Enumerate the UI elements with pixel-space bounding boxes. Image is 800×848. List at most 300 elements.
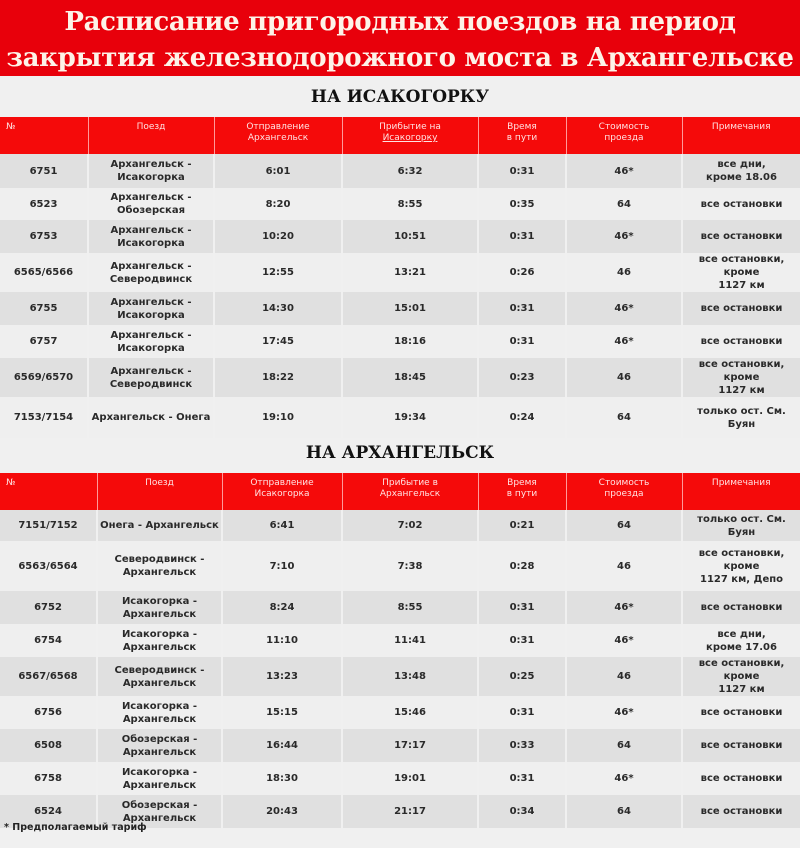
cell-departure-line1: 16:44 — [266, 740, 298, 751]
cell-arrival — [342, 729, 478, 762]
cell-fare — [566, 253, 682, 292]
cell-number — [0, 510, 97, 541]
cell-departure — [214, 220, 342, 253]
cell-number-line1: 6563/6564 — [18, 560, 78, 572]
cell-departure — [214, 188, 342, 220]
cell-notes — [682, 624, 800, 657]
cell-departure — [222, 510, 342, 541]
header-departure-line1: Отправление — [246, 122, 310, 132]
cell-departure — [214, 253, 342, 292]
cell-travel-time-line1: 0:33 — [509, 740, 535, 751]
cell-number — [0, 358, 88, 397]
cell-notes — [682, 325, 800, 358]
header-fare-line1: Стоимость — [598, 478, 650, 488]
cell-travel-time-line1: 0:31 — [509, 635, 535, 646]
cell-train — [97, 762, 222, 795]
header-departure-line2: Исакогорка — [254, 489, 310, 499]
table-row — [0, 591, 800, 624]
cell-notes-line1: все остановки — [700, 773, 783, 784]
cell-fare — [566, 154, 682, 188]
cell-travel-time-line1: 0:31 — [509, 165, 535, 177]
header-travel-line2: в пути — [506, 489, 538, 499]
cell-travel-time — [478, 510, 566, 541]
cell-departure-line1: 6:01 — [265, 165, 291, 177]
cell-notes-line2: 1127 км, Депо — [699, 573, 784, 585]
cell-fare — [566, 220, 682, 253]
table-row — [0, 624, 800, 657]
cell-number — [0, 325, 88, 358]
cell-travel-time — [478, 696, 566, 729]
cell-travel-time-line1: 0:31 — [509, 773, 535, 784]
cell-train — [88, 358, 214, 397]
cell-notes-line2: 1127 км — [718, 385, 765, 396]
cell-fare — [566, 325, 682, 358]
cell-arrival-line1: 10:51 — [394, 231, 426, 242]
cell-train — [88, 154, 214, 188]
cell-number — [0, 397, 88, 438]
cell-departure — [222, 657, 342, 696]
cell-number — [0, 657, 97, 696]
cell-number-line1: 6757 — [29, 336, 58, 347]
cell-number-line1: 6569/6570 — [13, 372, 74, 383]
cell-departure — [222, 624, 342, 657]
cell-departure — [222, 795, 342, 828]
cell-travel-time-line1: 0:31 — [509, 303, 535, 314]
cell-fare-line1: 46* — [614, 773, 634, 784]
cell-fare — [566, 358, 682, 397]
header-train-label: Поезд — [145, 478, 174, 488]
cell-fare-line1: 46* — [614, 231, 634, 242]
cell-train — [88, 220, 214, 253]
cell-notes — [682, 253, 800, 292]
cell-train — [97, 657, 222, 696]
cell-arrival-line1: 18:45 — [394, 372, 426, 383]
cell-arrival-line1: 8:55 — [397, 602, 423, 613]
header-arrival — [342, 117, 478, 154]
cell-arrival — [342, 657, 478, 696]
cell-arrival-line1: 19:01 — [394, 773, 426, 784]
cell-arrival — [342, 591, 478, 624]
cell-travel-time-line1: 0:31 — [509, 231, 535, 242]
header-notes — [682, 473, 800, 510]
cell-arrival-line1: 15:46 — [394, 707, 426, 718]
cell-train-line1: Северодвинск - — [114, 554, 205, 565]
cell-notes-line2: 1127 км — [718, 280, 765, 291]
header-departure-line1: Отправление — [250, 478, 314, 488]
cell-departure-line1: 14:30 — [262, 303, 294, 314]
cell-fare-line1: 46* — [614, 336, 634, 347]
header-notes-label: Примечания — [711, 122, 771, 132]
cell-arrival-line1: 18:16 — [394, 336, 426, 347]
cell-number-line1: 6756 — [34, 707, 62, 718]
cell-fare — [566, 729, 682, 762]
cell-train-line2: Архангельск — [122, 608, 197, 620]
header-travel-line1: Время — [507, 122, 537, 132]
cell-train-line1: Архангельск - — [110, 296, 192, 308]
cell-number — [0, 154, 88, 188]
cell-departure-line1: 10:20 — [262, 231, 294, 242]
cell-number — [0, 762, 97, 795]
header-fare — [566, 117, 682, 154]
cell-notes-line2: Буян — [727, 418, 756, 430]
cell-departure — [222, 696, 342, 729]
cell-train-line2: Северодвинск — [109, 378, 193, 390]
cell-number-line1: 6758 — [34, 773, 62, 784]
cell-departure-line1: 18:22 — [262, 372, 294, 383]
cell-train-line2: Архангельск — [122, 746, 197, 758]
cell-arrival-line1: 21:17 — [394, 806, 426, 817]
header-arrival-line1: Прибытие на — [379, 122, 441, 132]
cell-travel-time — [478, 358, 566, 397]
cell-departure-line1: 6:41 — [269, 520, 295, 531]
cell-arrival — [342, 220, 478, 253]
cell-train-line2: Архангельск — [122, 677, 197, 689]
cell-number-line1: 7153/7154 — [13, 412, 74, 423]
table-row — [0, 325, 800, 358]
cell-number-line1: 6567/6568 — [18, 671, 78, 682]
cell-departure-line1: 8:20 — [265, 198, 291, 210]
header-travel-line2: в пути — [506, 133, 538, 143]
cell-travel-time — [478, 325, 566, 358]
cell-number-line1: 6752 — [34, 602, 62, 613]
cell-travel-time-line1: 0:26 — [509, 267, 535, 278]
cell-arrival — [342, 154, 478, 188]
cell-notes-line1: все остановки, кроме — [698, 547, 785, 572]
cell-train — [88, 253, 214, 292]
cell-train-line1: Архангельск - — [110, 192, 192, 203]
cell-train-line1: Исакогорка - — [121, 628, 198, 640]
cell-notes — [682, 358, 800, 397]
cell-arrival — [342, 292, 478, 325]
cell-number-line1: 6524 — [34, 806, 62, 817]
header-fare-line2: проезда — [604, 133, 644, 143]
cell-notes-line1: все остановки — [700, 198, 783, 210]
cell-train — [88, 188, 214, 220]
title-line-1: Расписание пригородных поездов на период — [64, 7, 736, 37]
cell-fare — [566, 510, 682, 541]
cell-departure-line1: 12:55 — [262, 267, 294, 278]
cell-travel-time-line1: 0:31 — [509, 707, 535, 718]
header-departure — [222, 473, 342, 510]
cell-travel-time — [478, 657, 566, 696]
cell-arrival — [342, 541, 478, 591]
header-number-label: № — [6, 122, 16, 132]
cell-notes-line1: только ост. См. Буян — [697, 513, 786, 538]
cell-train — [88, 325, 214, 358]
cell-train-line1: Обозерская - — [121, 799, 198, 811]
cell-notes-line1: все остановки — [700, 231, 783, 242]
cell-notes — [682, 188, 800, 220]
cell-departure — [222, 729, 342, 762]
cell-notes — [682, 397, 800, 438]
cell-arrival — [342, 188, 478, 220]
cell-travel-time — [478, 624, 566, 657]
cell-travel-time — [478, 541, 566, 591]
cell-notes — [682, 696, 800, 729]
cell-train-line2: Архангельск — [122, 713, 197, 725]
table-row — [0, 397, 800, 438]
cell-fare — [566, 541, 682, 591]
cell-arrival-line1: 8:55 — [397, 198, 423, 210]
cell-train-line2: Северодвинск — [109, 273, 193, 285]
cell-notes-line1: все остановки — [700, 806, 783, 817]
cell-fare-line1: 64 — [617, 520, 631, 531]
cell-fare-line1: 46* — [614, 303, 634, 314]
cell-departure-line1: 8:24 — [269, 602, 295, 613]
cell-train — [97, 591, 222, 624]
header-arrival-line2: Исакогорку — [382, 133, 438, 143]
cell-departure-line1: 11:10 — [266, 635, 298, 646]
cell-train — [97, 541, 222, 591]
cell-number — [0, 188, 88, 220]
cell-train-line1: Онега - Архангельск — [100, 520, 219, 531]
cell-notes-line1: все остановки — [700, 336, 783, 347]
header-travel-time — [478, 117, 566, 154]
cell-travel-time — [478, 591, 566, 624]
cell-fare — [566, 696, 682, 729]
cell-fare-line1: 46 — [617, 372, 631, 383]
header-arrival-line1: Прибытие в — [382, 478, 438, 488]
cell-notes — [682, 762, 800, 795]
cell-train-line2: Исакогорка — [117, 237, 185, 249]
cell-notes-line2: кроме 17.06 — [706, 641, 777, 653]
cell-travel-time — [478, 253, 566, 292]
cell-train-line1: Исакогорка - — [121, 595, 198, 607]
table-row — [0, 292, 800, 325]
cell-departure-line1: 19:10 — [262, 412, 294, 423]
cell-arrival — [342, 325, 478, 358]
cell-train-line1: Архангельск - — [110, 365, 192, 377]
cell-travel-time-line1: 0:25 — [509, 671, 535, 682]
cell-departure — [222, 541, 342, 591]
cell-notes-line1: только ост. См. — [697, 405, 786, 417]
cell-notes-line2: кроме 18.06 — [706, 172, 777, 183]
cell-departure-line1: 18:30 — [266, 773, 298, 784]
cell-notes — [682, 591, 800, 624]
cell-number-line1: 7151/7152 — [18, 520, 78, 531]
cell-number — [0, 220, 88, 253]
cell-travel-time — [478, 220, 566, 253]
cell-fare-line1: 46 — [617, 267, 631, 278]
table-row — [0, 762, 800, 795]
title-line-2: закрытия железнодорожного моста в Архангельске — [6, 43, 794, 73]
cell-arrival-line1: 13:21 — [394, 267, 426, 278]
cell-fare-line1: 64 — [617, 740, 631, 751]
cell-train-line2: Исакогорка — [117, 309, 185, 321]
header-fare — [566, 473, 682, 510]
cell-fare-line1: 46* — [614, 635, 634, 646]
table-header-row — [0, 473, 800, 510]
cell-train — [97, 510, 222, 541]
cell-departure — [214, 325, 342, 358]
cell-train-line2: Архангельск — [122, 567, 197, 578]
header-travel-line1: Время — [507, 478, 537, 488]
header-arrival — [342, 473, 478, 510]
cell-departure — [222, 591, 342, 624]
cell-arrival — [342, 762, 478, 795]
cell-notes-line1: все дни, — [717, 628, 766, 640]
table-row — [0, 253, 800, 292]
cell-arrival — [342, 795, 478, 828]
cell-departure-line1: 15:15 — [266, 707, 298, 718]
cell-travel-time — [478, 762, 566, 795]
cell-arrival — [342, 397, 478, 438]
table-row — [0, 696, 800, 729]
cell-train — [88, 292, 214, 325]
cell-travel-time-line1: 0:21 — [509, 520, 535, 531]
cell-train-line1: Северодвинск - — [114, 664, 205, 676]
cell-arrival-line1: 13:48 — [394, 671, 426, 682]
section-title-to-isakogorka: НА ИСАКОГОРКУ — [310, 87, 490, 107]
cell-train — [97, 624, 222, 657]
header-fare-line2: проезда — [604, 489, 644, 499]
cell-fare-line1: 46* — [614, 602, 634, 613]
cell-departure — [214, 292, 342, 325]
cell-departure — [222, 762, 342, 795]
cell-travel-time — [478, 795, 566, 828]
header-train — [97, 473, 222, 510]
cell-number-line1: 6565/6566 — [13, 267, 74, 278]
table-row — [0, 657, 800, 696]
cell-fare-line1: 64 — [617, 198, 631, 210]
cell-arrival-line1: 7:02 — [397, 520, 423, 531]
cell-departure-line1: 20:43 — [266, 806, 298, 817]
header-arrival-line2: Архангельск — [379, 489, 441, 499]
cell-train — [97, 696, 222, 729]
cell-train-line2: Исакогорка — [117, 172, 185, 183]
header-train-label: Поезд — [136, 122, 166, 132]
cell-fare — [566, 762, 682, 795]
cell-notes-line1: все остановки, кроме — [698, 254, 785, 278]
cell-fare — [566, 591, 682, 624]
cell-notes-line1: все остановки — [700, 707, 783, 718]
cell-notes — [682, 729, 800, 762]
cell-travel-time-line1: 0:28 — [509, 560, 535, 572]
cell-notes-line1: все остановки, кроме — [698, 658, 785, 682]
table-row — [0, 188, 800, 220]
cell-train-line1: Обозерская - — [121, 733, 198, 745]
table-row — [0, 220, 800, 253]
cell-arrival-line1: 19:34 — [394, 412, 426, 423]
cell-train — [97, 729, 222, 762]
cell-number-line1: 6754 — [34, 635, 62, 646]
table-row — [0, 541, 800, 591]
cell-arrival-line1: 11:41 — [394, 635, 426, 646]
fare-footnote: * Предполагаемый тариф — [4, 822, 147, 833]
cell-arrival-line1: 17:17 — [394, 740, 426, 751]
cell-notes — [682, 657, 800, 696]
header-departure-line2: Архангельск — [247, 133, 309, 143]
table-row — [0, 729, 800, 762]
cell-train-line1: Архангельск - — [110, 159, 192, 170]
cell-train-line2: Архангельск — [122, 779, 197, 791]
cell-notes — [682, 292, 800, 325]
cell-notes — [682, 510, 800, 541]
cell-train-line2: Обозерская — [117, 205, 185, 216]
header-train — [88, 117, 214, 154]
cell-number — [0, 541, 97, 591]
cell-fare — [566, 657, 682, 696]
cell-travel-time-line1: 0:31 — [509, 336, 535, 347]
cell-train-line1: Исакогорка - — [121, 766, 198, 778]
cell-arrival — [342, 696, 478, 729]
cell-departure — [214, 397, 342, 438]
table-header-row — [0, 117, 800, 154]
table-row — [0, 358, 800, 397]
cell-travel-time-line1: 0:35 — [509, 198, 535, 210]
cell-number — [0, 624, 97, 657]
cell-arrival-line1: 15:01 — [394, 303, 426, 314]
cell-travel-time-line1: 0:31 — [509, 602, 535, 613]
cell-fare-line1: 46 — [617, 671, 631, 682]
cell-number-line1: 6751 — [29, 165, 58, 177]
cell-arrival — [342, 358, 478, 397]
schedule-table-to-isakogorka — [0, 117, 800, 438]
cell-train-line2: Архангельск — [122, 812, 197, 824]
cell-arrival-line1: 7:38 — [397, 560, 423, 572]
header-departure — [214, 117, 342, 154]
cell-notes-line1: все остановки — [700, 303, 783, 314]
schedule-table-to-arkhangelsk — [0, 473, 800, 828]
cell-departure-line1: 13:23 — [266, 671, 298, 682]
cell-notes-line2: 1127 км — [718, 684, 765, 695]
cell-number-line1: 6755 — [29, 303, 58, 314]
header-notes-label: Примечания — [711, 478, 771, 488]
table-row — [0, 154, 800, 188]
page-title — [0, 0, 800, 76]
cell-train-line2: Исакогорка — [117, 342, 185, 354]
cell-number-line1: 6508 — [34, 740, 62, 751]
section-title-to-arkhangelsk: НА АРХАНГЕЛЬСК — [305, 443, 495, 463]
cell-fare — [566, 292, 682, 325]
cell-notes — [682, 154, 800, 188]
table-row — [0, 510, 800, 541]
cell-arrival-line1: 6:32 — [397, 165, 423, 177]
cell-arrival — [342, 510, 478, 541]
cell-fare — [566, 795, 682, 828]
cell-train-line1: Архангельск - Онега — [91, 412, 211, 423]
cell-notes — [682, 795, 800, 828]
cell-number — [0, 292, 88, 325]
cell-departure — [214, 358, 342, 397]
cell-travel-time-line1: 0:34 — [509, 806, 535, 817]
header-fare-line1: Стоимость — [598, 122, 650, 132]
cell-fare-line1: 46* — [614, 165, 634, 177]
cell-fare-line1: 64 — [617, 412, 631, 423]
cell-number — [0, 253, 88, 292]
cell-number-line1: 6523 — [29, 198, 58, 210]
cell-number — [0, 591, 97, 624]
cell-notes-line1: все остановки — [700, 602, 783, 613]
cell-number — [0, 729, 97, 762]
cell-notes — [682, 220, 800, 253]
header-travel-time — [478, 473, 566, 510]
cell-arrival — [342, 253, 478, 292]
cell-fare — [566, 397, 682, 438]
cell-fare — [566, 624, 682, 657]
header-notes — [682, 117, 800, 154]
cell-arrival — [342, 624, 478, 657]
cell-travel-time — [478, 729, 566, 762]
cell-train — [88, 397, 214, 438]
header-number — [0, 473, 97, 510]
cell-train-line1: Архангельск - — [110, 260, 192, 272]
cell-notes — [682, 541, 800, 591]
cell-travel-time-line1: 0:24 — [509, 412, 535, 423]
cell-departure-line1: 17:45 — [262, 336, 294, 347]
cell-departure — [214, 154, 342, 188]
cell-travel-time — [478, 154, 566, 188]
